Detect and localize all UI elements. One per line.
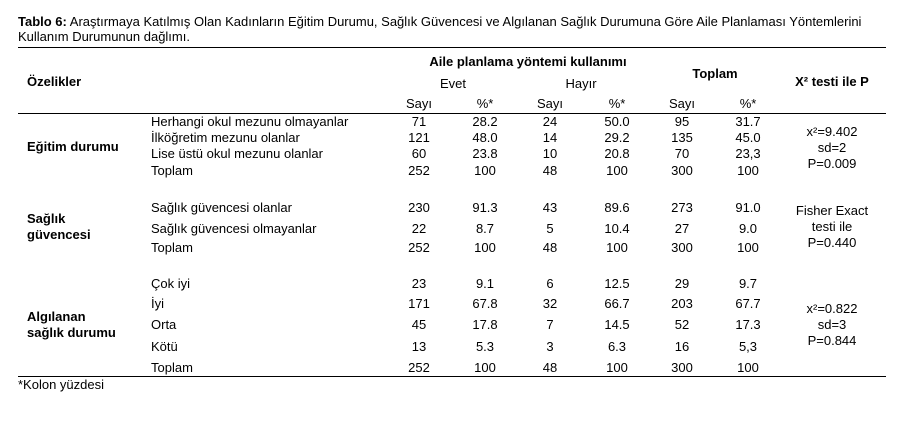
table-cell: 17.3 (735, 317, 761, 332)
table-cell: 121 (408, 130, 430, 145)
row-label: Toplam (151, 360, 193, 375)
table-cell: 16 (674, 339, 690, 354)
test-health-chi: x²=0.822 (806, 301, 858, 316)
table-cell: 12.5 (604, 276, 630, 291)
table-cell: 3 (546, 339, 554, 354)
table-cell: 70 (674, 146, 690, 161)
table-cell: 48 (542, 360, 558, 375)
table-cell: 100 (606, 163, 628, 178)
table-cell: 24 (542, 114, 558, 129)
table-cell: 300 (671, 360, 693, 375)
test-health-df: sd=3 (817, 317, 847, 332)
no-percent-header: %* (608, 96, 626, 111)
no-count-header: Sayı (536, 96, 563, 111)
features-header: Özelikler (27, 74, 82, 89)
table-cell: 27 (674, 221, 690, 236)
table-cell: 203 (671, 296, 693, 311)
row-label: Orta (151, 317, 177, 332)
yes-header: Evet (439, 76, 466, 91)
table-cell: 13 (411, 339, 427, 354)
table-cell: 23.8 (472, 146, 498, 161)
row-label: Sağlık güvencesi olmayanlar (151, 221, 317, 236)
caption-label: Tablo 6: (18, 14, 67, 29)
table-cell: 7 (546, 317, 554, 332)
table-cell: 252 (408, 163, 430, 178)
row-label: Toplam (151, 163, 193, 178)
table-cell: 66.7 (604, 296, 630, 311)
test-education-chi: x²=9.402 (806, 124, 858, 139)
table-cell: 100 (474, 360, 496, 375)
table-cell: 135 (671, 130, 693, 145)
table-cell: 20.8 (604, 146, 630, 161)
row-label: İlköğretim mezunu olanlar (151, 130, 300, 145)
table-cell: 17.8 (472, 317, 498, 332)
row-label: Lise üstü okul mezunu olanlar (151, 146, 323, 161)
total-percent-header: %* (739, 96, 757, 111)
table-cell: 300 (671, 240, 693, 255)
table-cell: 48 (542, 240, 558, 255)
table-cell: 23 (411, 276, 427, 291)
table-cell: 5,3 (738, 339, 758, 354)
table-cell: 300 (671, 163, 693, 178)
table-cell: 91.0 (735, 200, 761, 215)
table-cell: 28.2 (472, 114, 498, 129)
table-cell: 100 (737, 360, 759, 375)
table-cell: 45 (411, 317, 427, 332)
table-cell: 100 (737, 163, 759, 178)
section-insurance-line2: güvencesi (27, 227, 91, 242)
table-cell: 100 (606, 360, 628, 375)
table-caption (18, 14, 898, 44)
group-header: Aile planlama yöntemi kullanımı (429, 54, 627, 69)
table-cell: 14 (542, 130, 558, 145)
test-header: X² testi ile P (795, 74, 869, 89)
test-health-p: P=0.844 (807, 333, 857, 348)
table-cell: 100 (606, 240, 628, 255)
table-cell: 9.1 (475, 276, 495, 291)
section-insurance-line1: Sağlık (27, 211, 66, 226)
table-cell: 48.0 (472, 130, 498, 145)
table-cell: 45.0 (735, 130, 761, 145)
test-insurance-p: P=0.440 (807, 235, 857, 250)
table-cell: 29 (674, 276, 690, 291)
table-cell: 52 (674, 317, 690, 332)
table-cell: 71 (411, 114, 427, 129)
row-label: Herhangi okul mezunu olmayanlar (151, 114, 349, 129)
table-cell: 32 (542, 296, 558, 311)
table-cell: 29.2 (604, 130, 630, 145)
table-cell: 273 (671, 200, 693, 215)
table-cell: 5 (546, 221, 554, 236)
yes-percent-header: %* (476, 96, 494, 111)
table-cell: 48 (542, 163, 558, 178)
test-insurance-method2: testi ile (811, 219, 853, 234)
table-cell: 10.4 (604, 221, 630, 236)
table-cell: 67.7 (735, 296, 761, 311)
table-cell: 67.8 (472, 296, 498, 311)
test-education-df: sd=2 (817, 140, 847, 155)
table-cell: 89.6 (604, 200, 630, 215)
table-cell: 14.5 (604, 317, 630, 332)
table-cell: 9.0 (738, 221, 758, 236)
table-cell: 6.3 (607, 339, 627, 354)
table-cell: 252 (408, 360, 430, 375)
total-count-header: Sayı (668, 96, 695, 111)
section-health-line2: sağlık durumu (27, 325, 116, 340)
table-cell: 5.3 (475, 339, 495, 354)
table-cell: 95 (674, 114, 690, 129)
caption-text: Araştırmaya Katılmış Olan Kadınların Eğitim Durumu, Sağlık Güvencesi ve Algılanan Sağlık Durumuna Göre Aile Planlaması Yöntemlerini Kullanım Durumunun dağlımı. (18, 14, 862, 44)
table-cell: 22 (411, 221, 427, 236)
table-cell: 8.7 (475, 221, 495, 236)
section-health-line1: Algılanan (27, 309, 86, 324)
table-cell: 9.7 (738, 276, 758, 291)
test-insurance-method: Fisher Exact (795, 203, 869, 218)
top-rule (18, 47, 886, 48)
table-cell: 31.7 (735, 114, 761, 129)
section-education: Eğitim durumu (27, 139, 119, 154)
footnote: *Kolon yüzdesi (18, 377, 104, 392)
table-cell: 23,3 (735, 146, 761, 161)
table-cell: 100 (474, 240, 496, 255)
table-cell: 230 (408, 200, 430, 215)
table-cell: 10 (542, 146, 558, 161)
bottom-rule (18, 376, 886, 377)
row-label: Kötü (151, 339, 178, 354)
table-cell: 60 (411, 146, 427, 161)
row-label: Toplam (151, 240, 193, 255)
no-header: Hayır (565, 76, 597, 91)
table-cell: 252 (408, 240, 430, 255)
table-cell: 91.3 (472, 200, 498, 215)
table-cell: 100 (474, 163, 496, 178)
yes-count-header: Sayı (405, 96, 432, 111)
table-cell: 6 (546, 276, 554, 291)
test-education-p: P=0.009 (807, 156, 857, 171)
table-cell: 43 (542, 200, 558, 215)
row-label: İyi (151, 296, 164, 311)
row-label: Sağlık güvencesi olanlar (151, 200, 292, 215)
table-cell: 50.0 (604, 114, 630, 129)
total-header: Toplam (692, 66, 738, 81)
table-cell: 171 (408, 296, 430, 311)
table-cell: 100 (737, 240, 759, 255)
row-label: Çok iyi (151, 276, 191, 291)
